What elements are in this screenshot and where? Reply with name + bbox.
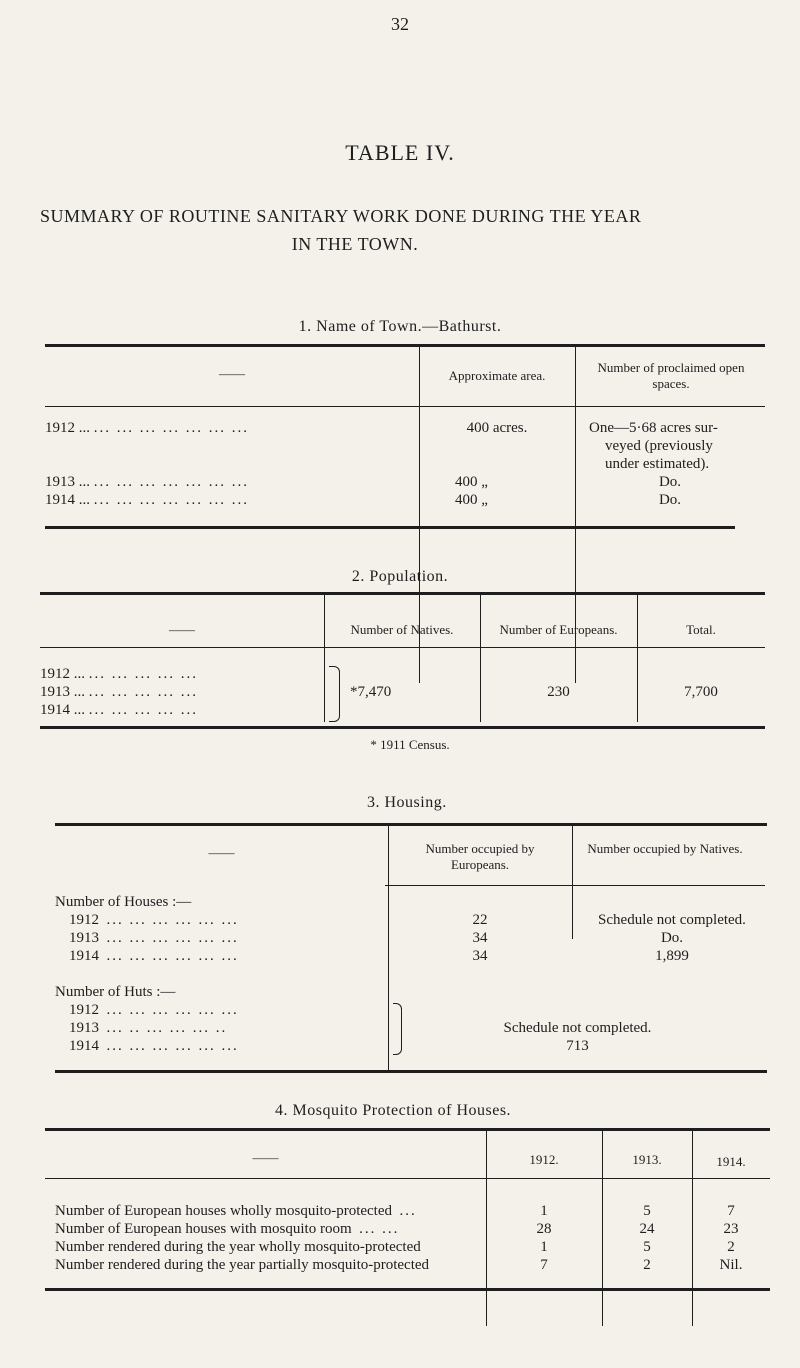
row-area: 400 „ [455, 474, 488, 490]
header-natives: Number occupied by Natives. [587, 841, 743, 856]
header-open-spaces: Number of proclaimed open spaces. [597, 360, 745, 391]
header-europeans: Number of Europeans. [499, 622, 618, 637]
footnote: * 1911 Census. [370, 737, 450, 752]
row-area: 400 acres. [466, 420, 528, 436]
header-1913: 1913. [632, 1152, 662, 1167]
header-blank: —— [169, 622, 195, 637]
table-rule [45, 1178, 770, 1179]
row-year: 1912 ... ... ... ... ... ... [69, 1002, 239, 1018]
page-number: 32 [391, 14, 409, 34]
column-rule [637, 595, 638, 722]
value-1912: 1 [540, 1203, 548, 1219]
table-rule [45, 1128, 770, 1131]
header-total: Total. [686, 622, 716, 637]
table-rule [40, 647, 765, 648]
houses-label: Number of Houses :— [55, 894, 192, 910]
section-4-title: 4. Mosquito Protection of Houses. [275, 1102, 512, 1119]
value-1913: 2 [643, 1257, 651, 1273]
europeans-value: 230 [547, 684, 570, 700]
row-year: 1913 ... ... ... ... ... ... [69, 930, 239, 946]
huts-schedule: Schedule not completed. [503, 1020, 652, 1036]
table-title: TABLE IV. [345, 140, 455, 165]
table-rule [45, 1288, 770, 1291]
row-year: 1914 ... ... ... ... ... ... [40, 702, 198, 718]
value-1913: 5 [643, 1203, 651, 1219]
brace-icon [329, 666, 340, 722]
summary-heading [40, 202, 760, 258]
value-1914: 7 [727, 1203, 735, 1219]
houses-europeans: 34 [472, 948, 488, 964]
header-europeans: Number occupied by Europeans. [425, 841, 535, 872]
header-blank: —— [252, 1150, 279, 1165]
row-open-spaces: Do. [658, 474, 682, 490]
row-year: 1912 ... ... ... ... ... ... [40, 666, 198, 682]
section-4-table [45, 1128, 770, 1330]
mosquito-row-label: Number of European houses with mosquito room ... ... [55, 1221, 400, 1237]
value-1912: 1 [540, 1239, 548, 1255]
mosquito-row-label: Number rendered during the year partially mosquito-protected [55, 1257, 430, 1273]
section-1-title: 1. Name of Town.—Bathurst. [298, 318, 502, 335]
row-year: 1914 ... ... ... ... ... ... [69, 948, 239, 964]
row-year: 1914 ... ... ... ... ... ... [69, 1038, 239, 1054]
total-value: 7,700 [684, 684, 718, 700]
section-3-table [55, 823, 767, 1068]
mosquito-row-label: Number rendered during the year wholly mosquito-protected [55, 1239, 421, 1255]
column-rule [324, 595, 325, 722]
header-1914: 1914. [716, 1154, 746, 1169]
value-1913: 5 [643, 1239, 651, 1255]
natives-value: *7,470 [350, 684, 392, 700]
row-open-spaces: One—5·68 acres sur- veyed (previously under estimated). [589, 420, 718, 472]
header-blank: —— [219, 366, 245, 381]
houses-europeans: 22 [472, 912, 488, 928]
table-rule [55, 1070, 767, 1073]
houses-natives: Do. [660, 930, 684, 946]
houses-natives: 1,899 [655, 948, 689, 964]
summary-line-1: SUMMARY OF ROUTINE SANITARY WORK DONE DURING THE YEAR [40, 206, 642, 226]
value-1914: Nil. [719, 1257, 743, 1273]
table-rule [40, 592, 765, 595]
huts-label: Number of Huts :— [55, 984, 176, 1000]
row-year: 1912 ... ... ... ... ... ... [69, 912, 239, 928]
value-1912: 28 [536, 1221, 552, 1237]
table-rule [45, 344, 765, 347]
header-natives: Number of Natives. [350, 622, 454, 637]
section-2-table [40, 592, 765, 742]
houses-europeans: 34 [472, 930, 488, 946]
row-year: 1913 ... .. ... ... ... .. [69, 1020, 228, 1036]
row-year: 1914 ... ... ... ... ... ... ... ... [45, 492, 249, 508]
header-1912: 1912. [529, 1152, 559, 1167]
header-blank: —— [208, 845, 235, 860]
table-rule [45, 406, 765, 407]
section-3-title: 3. Housing. [367, 794, 447, 811]
table-rule [40, 726, 765, 729]
value-1914: 23 [723, 1221, 739, 1237]
row-year: 1913 ... ... ... ... ... ... [40, 684, 198, 700]
summary-line-2: IN THE TOWN. [291, 234, 419, 254]
houses-natives: Schedule not completed. [598, 912, 746, 928]
row-year: 1913 ... ... ... ... ... ... ... ... [45, 474, 249, 490]
row-area: 400 „ [455, 492, 488, 508]
column-rule [480, 595, 481, 722]
row-open-spaces: Do. [658, 492, 682, 508]
header-area: Approximate area. [448, 368, 546, 383]
mosquito-row-label: Number of European houses wholly mosquito-protected ... [55, 1203, 417, 1219]
table-rule [55, 823, 767, 826]
section-2-title: 2. Population. [351, 568, 449, 585]
value-1912: 7 [540, 1257, 548, 1273]
table-rule [385, 885, 765, 886]
value-1913: 24 [639, 1221, 655, 1237]
huts-count: 713 [566, 1038, 589, 1054]
value-1914: 2 [727, 1239, 735, 1255]
row-year: 1912 ... ... ... ... ... ... ... ... [45, 420, 249, 436]
table-rule [45, 526, 735, 529]
